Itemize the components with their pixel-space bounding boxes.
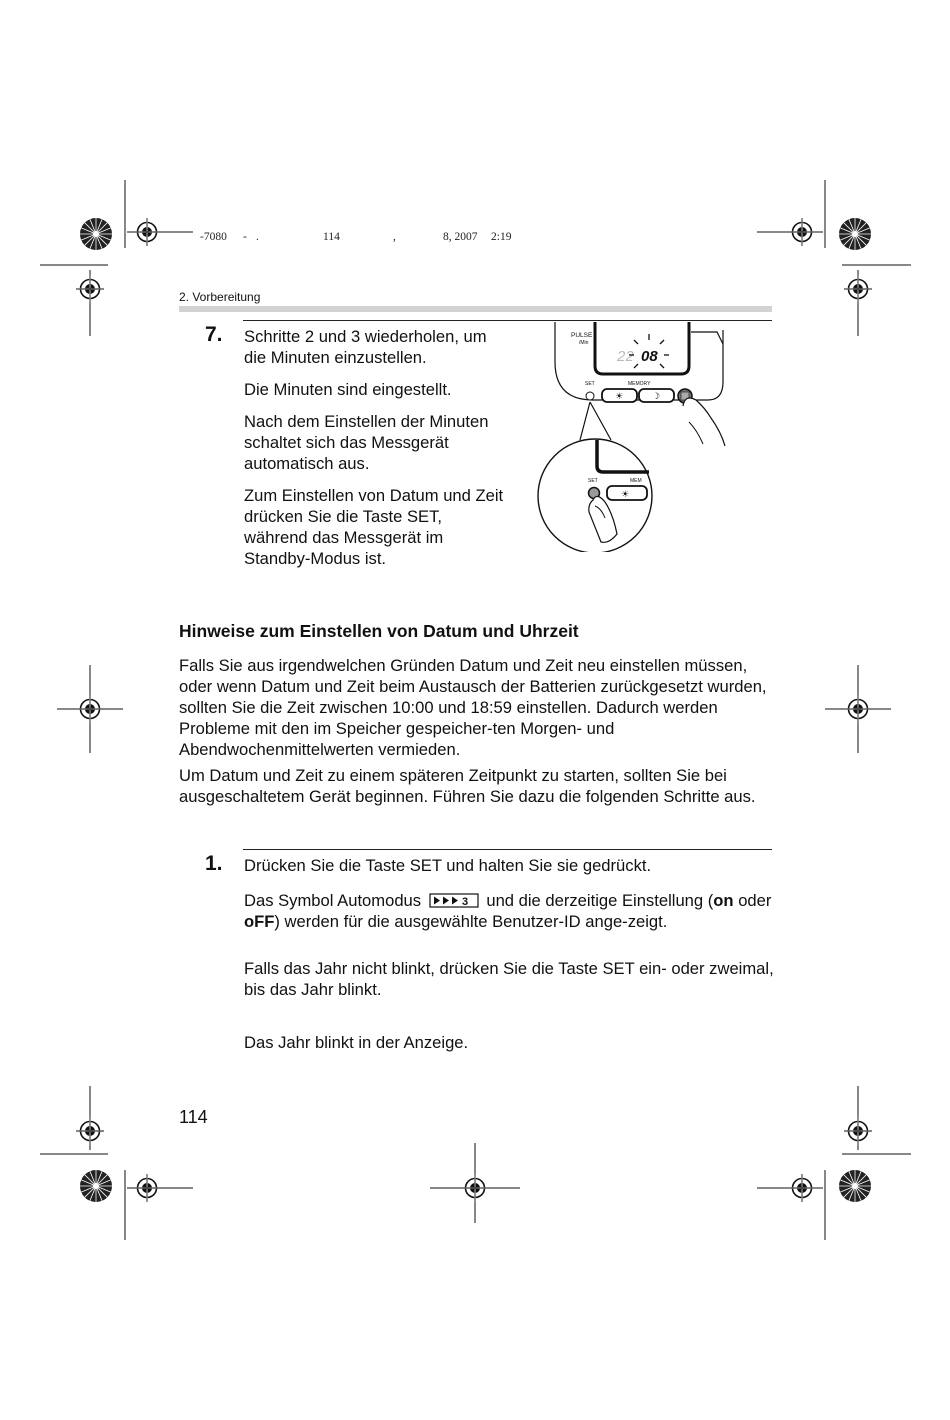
step7-paragraph: Nach dem Einstellen der Minuten schaltet sich das Messgerät automatisch aus.: [244, 412, 489, 473]
step7-text: [244, 326, 504, 580]
step1-number: 1.: [205, 852, 223, 875]
display-hours: 22: [617, 348, 634, 365]
step7-paragraph: Zum Einstellen von Datum und Zeit drücken Sie die Taste SET, während das Messgerät im Standby-Modus ist.: [244, 486, 504, 568]
print-header-code: -7080: [200, 231, 227, 243]
step1-p2-after: und die derzeitige Einstellung (: [486, 891, 714, 910]
step7-paragraph: Die Minuten sind eingestellt.: [244, 380, 452, 399]
print-header-time: 2:19: [491, 231, 512, 243]
step1-paragraph-4: Das Jahr blinkt in der Anzeige.: [244, 1033, 469, 1052]
zoom-set-label: SET: [588, 478, 598, 484]
oder-label: oder: [738, 891, 772, 910]
sun-icon: ☀: [615, 391, 624, 401]
section-bar: [179, 306, 772, 312]
print-header-page: 114: [323, 231, 340, 243]
automodus-icon-label: 3: [461, 896, 468, 908]
step1-paragraph-2: [244, 890, 774, 932]
step1-line1: Drücken Sie die Taste SET und halten Sie sie gedrückt.: [244, 856, 652, 875]
notes-body: [179, 655, 774, 812]
zoom-sun-icon: ☀: [621, 489, 630, 499]
section-title: 2. Vorbereitung: [179, 290, 261, 304]
moon-icon: ☽: [652, 391, 661, 401]
pulse-unit: /Min: [579, 340, 589, 346]
automodus-icon: [429, 893, 479, 908]
print-header-dot: .: [256, 231, 259, 243]
notes-paragraph-1: Falls Sie aus irgendwelchen Gründen Datum und Zeit neu einstellen müssen, oder wenn Datum und Zeit beim Austausch der Batterien zurückgesetzt wurden, sollten Sie die Zeit zwischen 10:00 und 18:59 einstellen. Dadurch werden Probleme mit den im Speicher gespeicher-ten Morgen- und Abendwochenmittelwerten vermieden.: [179, 656, 767, 759]
on-label: on: [713, 891, 734, 910]
device-figure: [533, 322, 733, 552]
print-header-dash: -: [243, 231, 247, 243]
off-label: oFF: [244, 912, 275, 931]
step1-paragraph-3: Falls das Jahr nicht blinkt, drücken Sie die Taste SET ein- oder zweimal, bis das Jahr blinkt.: [244, 959, 774, 999]
step1-p2-end: ) werden für die ausgewählte Benutzer-ID ange-zeigt.: [274, 912, 668, 931]
set-button: [586, 392, 594, 400]
step7-paragraph: Schritte 2 und 3 wiederholen, um die Minuten einzustellen.: [244, 327, 487, 367]
step7-rule: [243, 320, 772, 321]
pulse-label: PULSE: [571, 332, 593, 339]
notes-heading: Hinweise zum Einstellen von Datum und Uhrzeit: [179, 621, 579, 641]
zoom-memory-label: MEM: [630, 478, 642, 484]
step1-p2-before: Das Symbol Automodus: [244, 891, 422, 910]
step1-rule: [243, 849, 772, 850]
page-number: 114: [179, 1107, 208, 1127]
memory-label: MEMORY: [628, 381, 651, 387]
print-header-date: 8, 2007: [443, 231, 478, 243]
step7-number: 7.: [205, 323, 223, 346]
set-label: SET: [585, 381, 595, 387]
print-header-comma: ,: [393, 231, 396, 243]
notes-paragraph-2: Um Datum und Zeit zu einem späteren Zeitpunkt zu starten, sollten Sie bei ausgeschaltetem Gerät beginnen. Führen Sie dazu die folgenden Schritte aus.: [179, 766, 756, 806]
display-minutes: 08: [641, 348, 658, 365]
